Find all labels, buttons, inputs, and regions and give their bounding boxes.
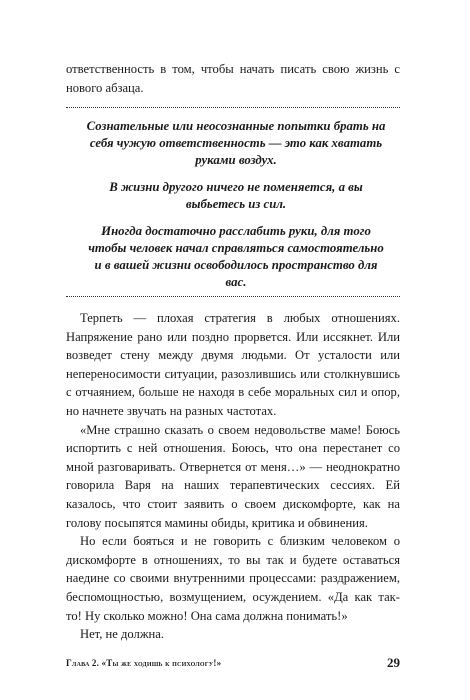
callout-box: [86, 118, 386, 301]
running-head: Глава 2. «Ты же ходишь к психологу!»: [66, 658, 222, 668]
callout-top-divider: [66, 107, 400, 108]
intro-paragraph: ответственность в том, чтобы начать писать свою жизнь с нового абзаца.: [66, 62, 400, 95]
callout-paragraph: Сознательные или неосознанные попытки брать на себя чужую ответственность — это как хватать руками воздух.: [86, 119, 386, 167]
body-paragraph: Но если бояться и не говорить с близким человеком о дискомфорте в отношениях, то вы так и будете оставаться наедине со своими внутренними процессами: раздражением, беспомощностью, возмущением, осуждением. «Да как так-то! Ну сколько можно! Она сама должна понимать!»: [66, 534, 400, 623]
body-paragraph: Нет, не должна.: [80, 627, 165, 642]
page-number: 29: [387, 655, 400, 670]
callout-bottom-divider: [66, 296, 400, 297]
body-paragraph: «Мне страшно сказать о своем недовольстве маме! Боюсь испортить с ней отношения. Боюсь, что она перестанет со мной разговаривать. Отвернется от меня…» — неоднократно говорила Варя на наших терапевтических сессиях. Ей казалось, что стоит заявить о своем дискомфорте, как на голову посыпятся мамины обиды, критика и обвинения.: [66, 422, 400, 530]
intro-paragraph-block: [66, 60, 400, 97]
callout-paragraph: В жизни другого ничего не поменяется, а вы выбьетесь из сил.: [109, 180, 363, 211]
body-paragraph: Терпеть — плохая стратегия в любых отношениях. Напряжение рано или поздно прорвется. Или иссякнет. Или возведет стену между двумя людьми. От усталости или непереносимости ситуации, разозлившись или столкнувшись с отчаянием, больше не находя в себе моральных сил и опор, но начнете звучать на разных частотах.: [66, 311, 400, 418]
body-text-block: [66, 309, 400, 644]
page-footer: [66, 655, 400, 673]
callout-paragraph: Иногда достаточно расслабить руки, для того чтобы человек начал справляться самостоятельно и в вашей жизни освободилось пространство для вас.: [88, 224, 384, 289]
